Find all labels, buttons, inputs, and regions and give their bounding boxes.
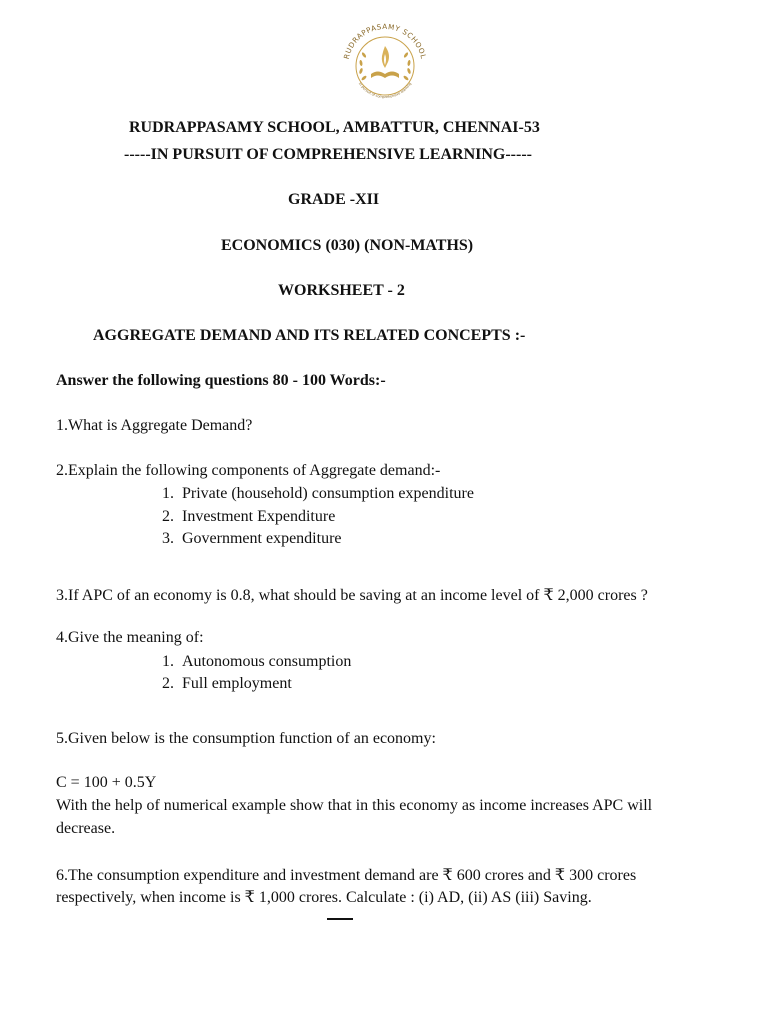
- question-6: 6.The consumption expenditure and investment demand are ₹ 600 crores and ₹ 300 crores: [56, 867, 637, 884]
- question-5-line: decrease.: [56, 820, 116, 837]
- list-item: 3. Government expenditure: [162, 530, 342, 547]
- list-item: 2. Investment Expenditure: [162, 508, 336, 525]
- topic-heading: AGGREGATE DEMAND AND ITS RELATED CONCEPTS :-: [93, 327, 526, 344]
- question-6-line: respectively, when income is ₹ 1,000 crores. Calculate : (i) AD, (ii) AS (iii) Saving.: [56, 889, 592, 906]
- logo-arc-text: RUDRAPPASAMY SCHOOL: [341, 22, 429, 60]
- question-5-line: With the help of numerical example show that in this economy as income increases APC will: [56, 797, 653, 814]
- list-item: 2. Full employment: [162, 675, 292, 692]
- end-separator: [327, 918, 353, 920]
- worksheet-heading: WORKSHEET - 2: [278, 282, 405, 299]
- question-5: 5.Given below is the consumption function of an economy:: [56, 730, 436, 747]
- question-1: 1.What is Aggregate Demand?: [56, 417, 253, 434]
- question-2: 2.Explain the following components of Aggregate demand:-: [56, 462, 441, 479]
- logo-motto: in pursuit of comprehensive learning: [357, 81, 413, 100]
- subject-heading: ECONOMICS (030) (NON-MATHS): [221, 237, 474, 254]
- question-3: 3.If APC of an economy is 0.8, what should be saving at an income level of ₹ 2,000 crores ?: [56, 587, 648, 604]
- list-item: 1. Private (household) consumption expenditure: [162, 485, 474, 502]
- consumption-function: C = 100 + 0.5Y: [56, 774, 157, 791]
- svg-text:in pursuit of comprehensive le: [358, 82, 412, 99]
- question-4: 4.Give the meaning of:: [56, 629, 204, 646]
- grade-heading: GRADE -XII: [288, 191, 380, 208]
- school-name: RUDRAPPASAMY SCHOOL, AMBATTUR, CHENNAI-53: [129, 119, 540, 136]
- school-tagline: -----IN PURSUIT OF COMPREHENSIVE LEARNING-----: [124, 146, 532, 163]
- list-item: 1. Autonomous consumption: [162, 653, 352, 670]
- instructions: Answer the following questions 80 - 100 Words:-: [56, 372, 386, 389]
- school-crest-icon: [338, 22, 432, 108]
